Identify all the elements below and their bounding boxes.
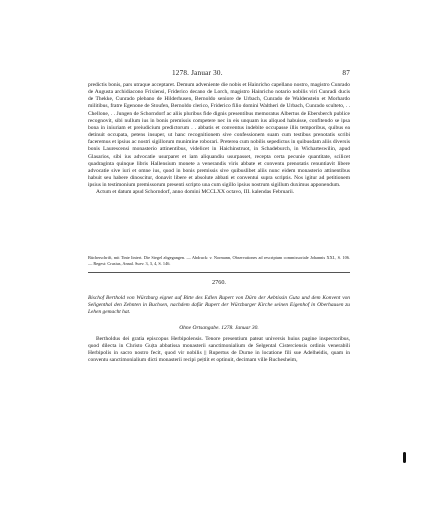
date-line: Ohne Ortsangabe. 1278. Januar 30. (179, 325, 259, 331)
document-number: 2760. (212, 279, 226, 286)
charter-actum-line: Actum et datum apud Schorndorf, anno domini MCCLXX octavo, III. kalendas Februarii. (96, 189, 295, 196)
charter-paragraph: predictis bonis, pars utraque acceptaret. Demum adveniente die nobis et Hainricho capellano nostro, magistro Cunrado de Augusta archidiacono Frixiensi, Friderico decano de Lorch, magistro Hainricho notario nobilis viri Cunradi ducis de Thekke, Cunrado plebano de Hilderhusen, Bernoldo seniore de Urbach, Cunrado de Waldenstein et Morhardo militibus, fratre Egenone de Stoufen, Bernoldo clerico, Friderico filio domini Waltheri de Urbach, Cunrado sculteto, . . Chellone, . . Jungen de Schorndorf ac aliis pluribus fide dignis presentibus memoratus Albertus de Ebersberch publice recognovit, sibi nullum ius in bonis premissis competere nec in eis unquam ius aliquod habuisse, confitendo se ipsa bona in iniuriam et preiudicium predictorum . . abbatis et conventus indebite occupasse illis temporibus, quibus ea detinuit occupata, petens insuper, ut hanc recognitionem sive confessionem suam cum testibus prenotatis scribi faceremus et ipsius ac nostri sigillorum munimine roborari. Preterea cum nobilis sepedictus in quibusdam aliis diversis bonis Laurescensi monasterio attinentibus, videlicet in Haichinstruot, in Schadeburch, in Wicharteswilin, apud Glasarios, sibi ius advocatie usurparet et iam aliquandiu usurpasset, recepta certa pecunie quantitate, scilicet quadraginta quinque libris Hallensium monete a venerandis viris abbate et conventu prenotatis renuntiavit libere advocatie sive iuri et omne ius, quod in bonis premissis sive quibuslibet aliis nunc eidem monasterio attinentibus habuit seu habere dinoscitur, donavit libere et absolute abbati et conventui supra scriptis. Nos igitur ad petitionem ipsius in testimonium premissorum presenti scripto una cum sigillo ipsius nostrum sigillum duximus apponendum. (88, 82, 350, 189)
editorial-note: Bücherschrift, mit Tinte liniert. Die Siegel abgegangen. — Abdruck: v. Normann, Observationes ad rescriptum commissoriale Johannis XXI., S. 106. — Regest: Crusius, Annal. Suev. 3, 3, 4, S. 146. (88, 255, 350, 266)
page-number: 87 (342, 69, 350, 77)
charter-text (88, 82, 350, 197)
margin-mark (403, 452, 406, 463)
header-date: 1278. Januar 30. (172, 69, 223, 77)
regest-summary: Bischof Berthold von Würzburg eignet auf Bitte des Edlen Rupert von Dürn der Aebtissin Guta und dem Konvent von Seligenthal den Zehnten in Buchsen, nachdem dafür Rupert der Würzburger Kirche seinen Eigenhof in Oberhausen zu Lehen gemacht hat. (88, 295, 350, 316)
section-divider (88, 272, 350, 273)
second-charter-text: Bertholdus dei gratia episcopus Herbipolensis. Tenore presentium pateat universis huius pagine inspectoribus, quod dilecta in Christo Gu|ta abbatissa monasterii sanctimonialium de Selgental Cisterciensis ordinis venerabili Herbipolis in sacro nostro fecit, quod vir nobilis || Rupertus de Durne in locatione fili sue Adelheidis, quam in conventu sanctimonialium dicti monasterii recipi pe|tiit et optinuit, decimam ville Ruchesheim, (88, 336, 350, 364)
